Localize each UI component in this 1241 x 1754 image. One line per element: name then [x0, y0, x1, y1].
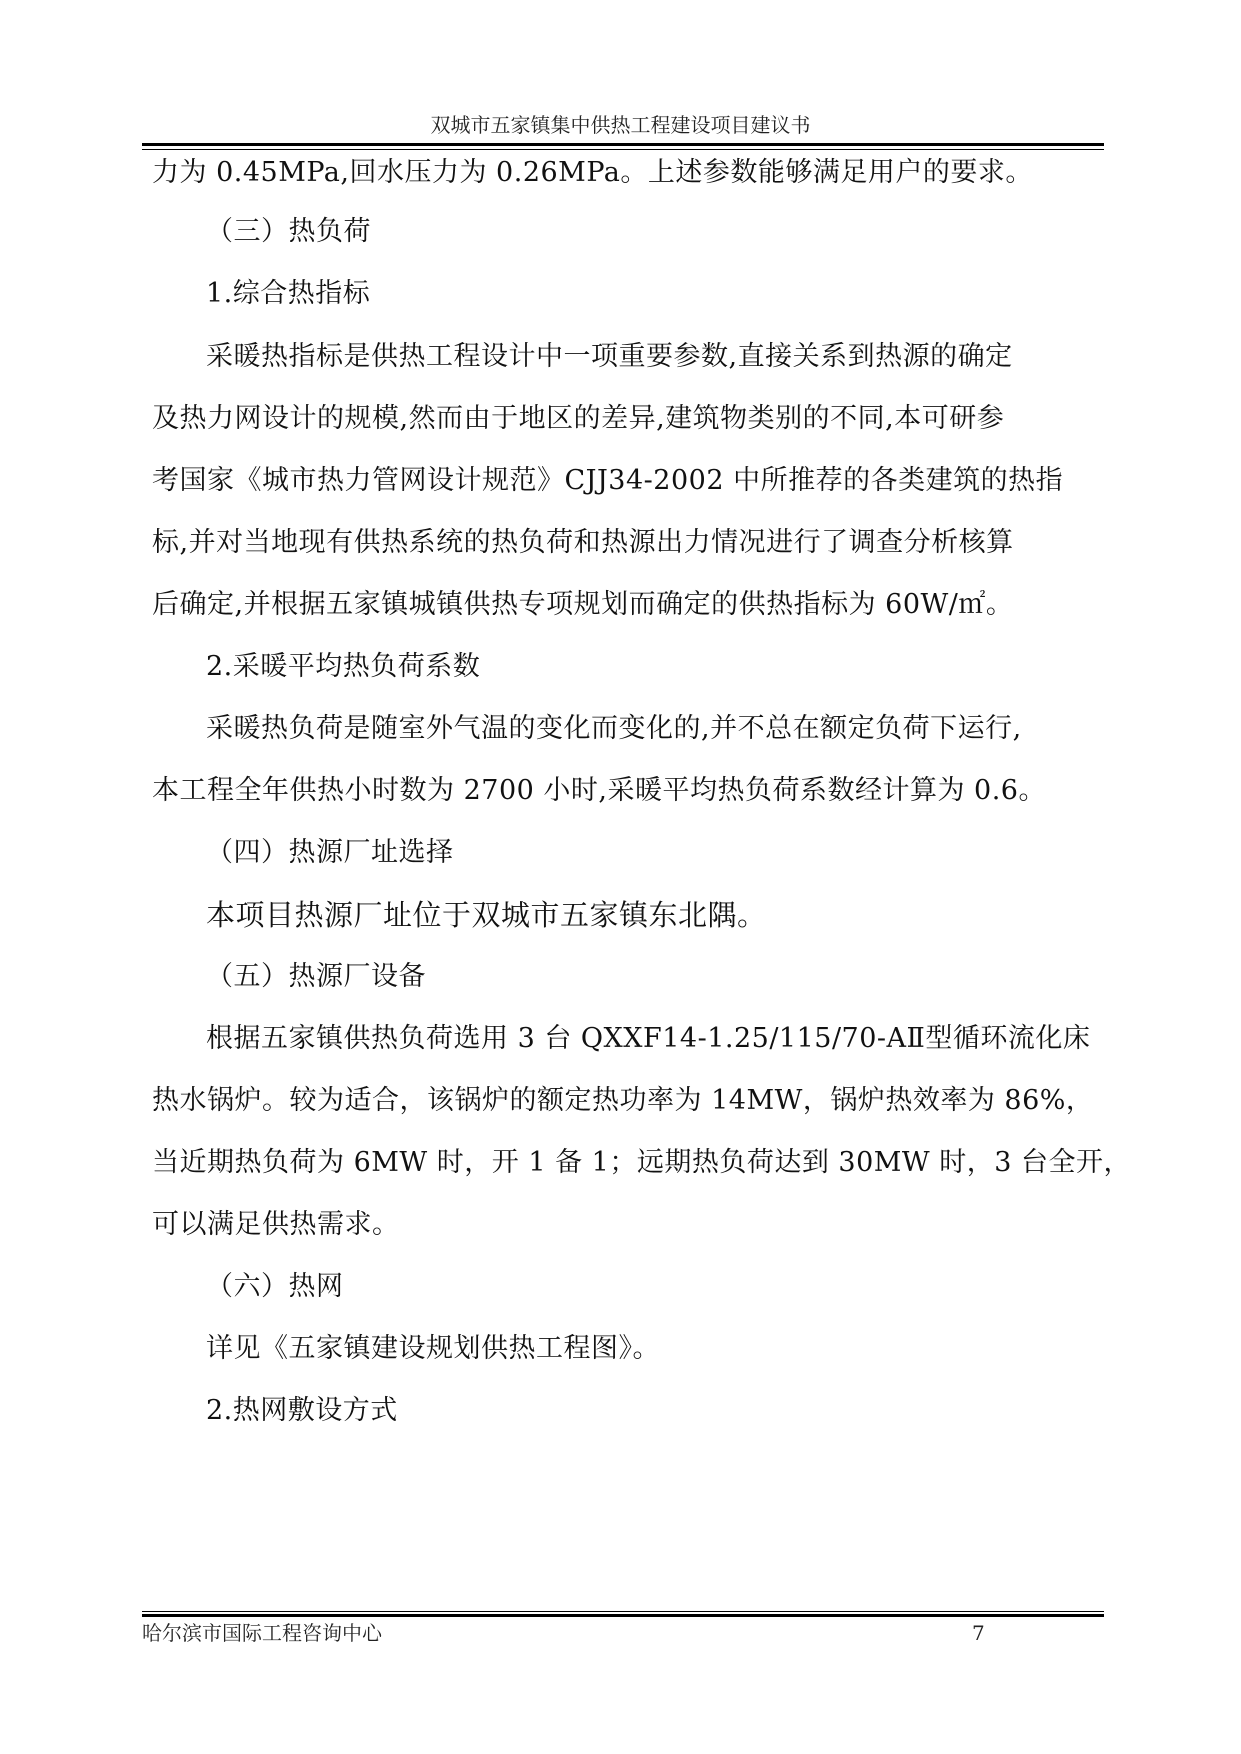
- subsection-heading: 2.采暖平均热负荷系数: [206, 651, 481, 682]
- text-line: 详见《五家镇建设规划供热工程图》。: [206, 1333, 660, 1364]
- text-line: 可以满足供热需求。: [152, 1209, 400, 1240]
- footer-organization: 哈尔滨市国际工程咨询中心: [142, 1621, 382, 1645]
- text-line: 采暖热负荷是随室外气温的变化而变化的,并不总在额定负荷下运行,: [206, 713, 1022, 744]
- header-rule-thin: [142, 149, 1104, 150]
- footer-rule-thin: [142, 1611, 1104, 1612]
- text-line: 考国家《城市热力管网设计规范》CJJ34-2002 中所推荐的各类建筑的热指: [152, 465, 1064, 496]
- text-line: 采暖热指标是供热工程设计中一项重要参数,直接关系到热源的确定: [206, 341, 1013, 372]
- section-heading: （五）热源厂设备: [206, 961, 426, 992]
- text-line: 根据五家镇供热负荷选用 3 台 QXXF14-1.25/115/70-AⅡ型循环流化床: [206, 1023, 1091, 1054]
- text-line: 力为 0.45MPa,回水压力为 0.26MPa。上述参数能够满足用户的要求。: [152, 157, 1033, 188]
- footer-rule-thick: [142, 1614, 1104, 1617]
- header-rule-thick: [142, 143, 1104, 146]
- text-line: 本项目热源厂址位于双城市五家镇东北隅。: [206, 898, 767, 932]
- text-line: 后确定,并根据五家镇城镇供热专项规划而确定的供热指标为 60W/㎡。: [152, 589, 1014, 620]
- text-line: 热水锅炉。较为适合，该锅炉的额定热功率为 14MW，锅炉热效率为 86%，: [152, 1085, 1094, 1116]
- section-heading: （六）热网: [206, 1271, 344, 1302]
- page-number: 7: [972, 1621, 985, 1645]
- section-heading: （三）热负荷: [206, 216, 371, 247]
- text-line: 当近期热负荷为 6MW 时，开 1 备 1；远期热负荷达到 30MW 时，3 台全开，: [152, 1147, 1132, 1178]
- running-header-title: 双城市五家镇集中供热工程建设项目建议书: [430, 113, 811, 137]
- subsection-heading: 2.热网敷设方式: [206, 1395, 398, 1426]
- text-line: 本工程全年供热小时数为 2700 小时,采暖平均热负荷系数经计算为 0.6。: [152, 775, 1046, 806]
- subsection-heading: 1.综合热指标: [206, 278, 371, 309]
- section-heading: （四）热源厂址选择: [206, 837, 454, 868]
- text-line: 及热力网设计的规模,然而由于地区的差异,建筑物类别的不同,本可研参: [152, 403, 1005, 434]
- text-line: 标,并对当地现有供热系统的热负荷和热源出力情况进行了调查分析核算: [152, 527, 1014, 558]
